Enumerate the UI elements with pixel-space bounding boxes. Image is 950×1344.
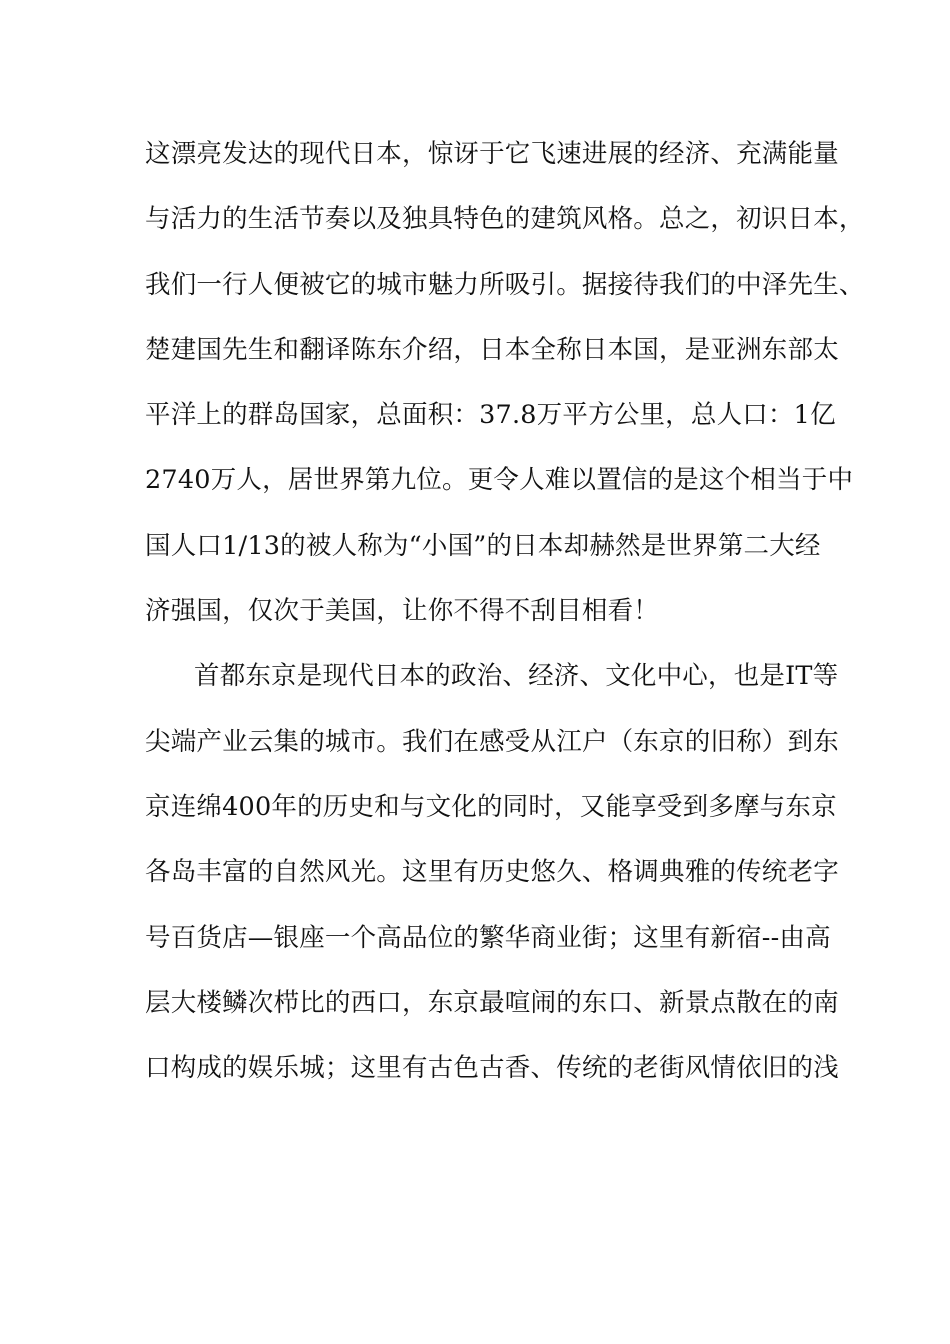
- text-line: 京连绵400年的历史和与文化的同时，又能享受到多摩与东京: [145, 791, 837, 822]
- text-line: 口构成的娱乐城；这里有古色古香、传统的老街风情依旧的浅: [145, 1053, 839, 1084]
- body-text: [145, 128, 865, 1107]
- text-line: 号百货店—银座一个高品位的繁华商业街；这里有新宿--由高: [145, 922, 831, 953]
- text-line: 与活力的生活节奏以及独具特色的建筑风格。总之，初识日本，: [145, 204, 865, 235]
- text-line: 济强国，仅次于美国，让你不得不刮目相看！: [145, 596, 660, 627]
- text-line: 国人口1/13的被人称为“小国”的日本却赫然是世界第二大经: [145, 530, 821, 561]
- text-line: 层大楼鳞次栉比的西口，东京最喧闹的东口、新景点散在的南: [145, 987, 839, 1018]
- text-line: 2740万人，居世界第九位。更令人难以置信的是这个相当于中: [145, 465, 854, 496]
- text-line: 各岛丰富的自然风光。这里有历史悠久、格调典雅的传统老字: [145, 857, 839, 888]
- paragraph-first-line: 首都东京是现代日本的政治、经济、文化中心，也是IT等: [194, 661, 839, 692]
- text-line: 楚建国先生和翻译陈东介绍，日本全称日本国，是亚洲东部太: [145, 334, 839, 365]
- text-line: 这漂亮发达的现代日本，惊讶于它飞速进展的经济、充满能量: [145, 139, 839, 169]
- text-line: 我们一行人便被它的城市魅力所吸引。据接待我们的中泽先生、: [145, 269, 865, 300]
- text-line: 尖端产业云集的城市。我们在感受从江户（东京的旧称）到东: [145, 726, 839, 757]
- text-line: 平洋上的群岛国家，总面积：37.8万平方公里，总人口：1亿: [145, 400, 836, 431]
